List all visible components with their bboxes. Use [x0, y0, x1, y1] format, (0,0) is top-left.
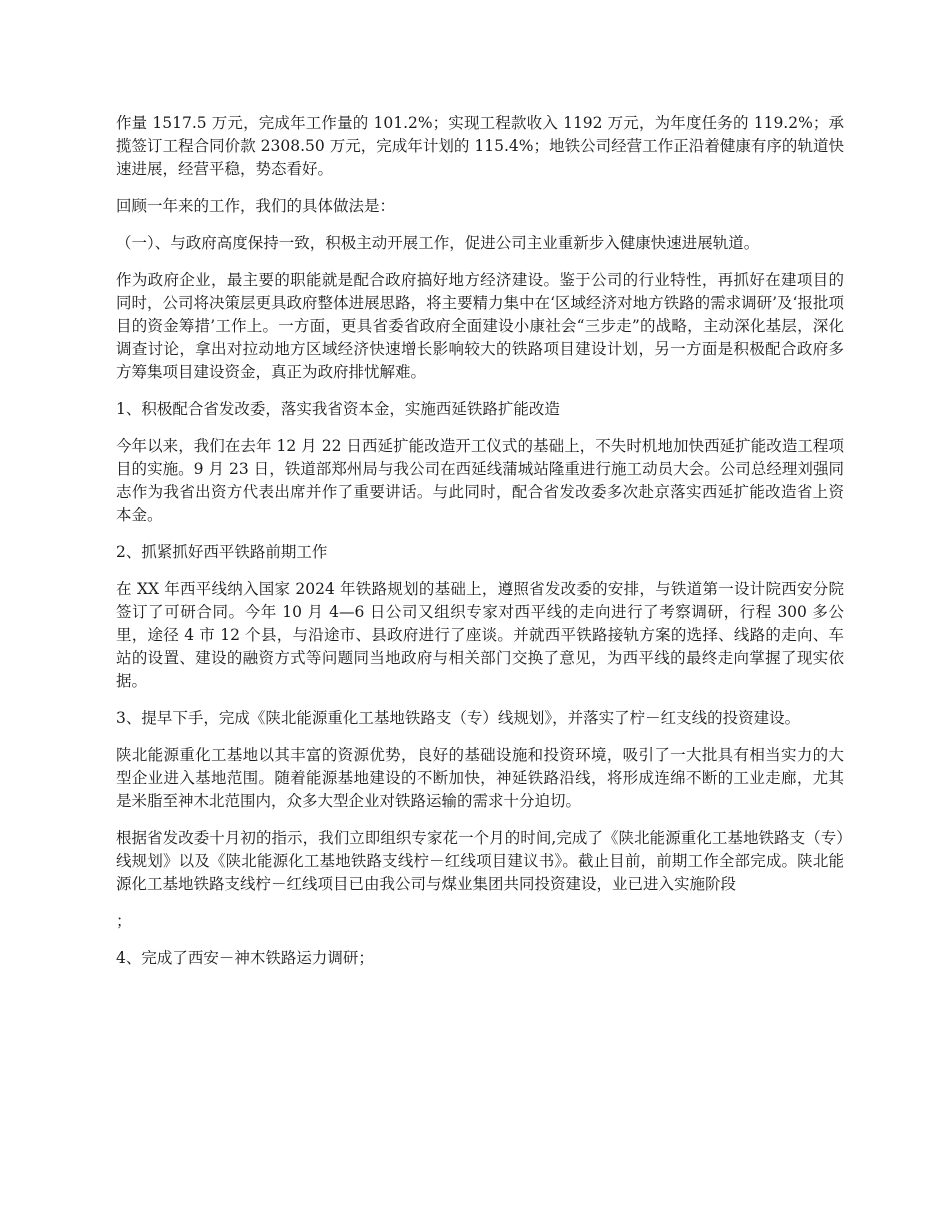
document-body — [116, 112, 844, 984]
paragraph-xiyan-upgrade: 今年以来，我们在去年 12 月 22 日西延扩能改造开工仪式的基础上，不失时机地加快西延扩能改造工程项目的实施。9 月 23 日，铁道部郑州局与我公司在西延线蒲城站隆重进行施工动员大会。公司总经理刘强同志作为我省出资方代表出席并作了重要讲话。与此同时，配合省发改委多次赴京落实西延扩能改造省上资本金。 — [116, 437, 844, 524]
paragraph-energy-base: 陕北能源重化工基地以其丰富的资源优势，良好的基础设施和投资环境，吸引了一大批具有相当实力的大型企业进入基地范围。随着能源基地建设的不断加快，神延铁路沿线，将形成连绵不断的工业走廊，尤其是米脂至神木北范围内，众多大型企业对铁路运输的需求十分迫切。 — [116, 746, 844, 810]
paragraph-government-role: 作为政府企业，最主要的职能就是配合政府搞好地方经济建设。鉴于公司的行业特性，再抓好在建项目的同时，公司将决策层更具政府整体进展思路，将主要精力集中在‘区域经济对地方铁路的需求调研’及‘报批项目的资金筹措’工作上。一方面，更具省委省政府全面建设小康社会“三步走”的战略，主动深化基层，深化调查讨论，拿出对拉动地方区域经济快速增长影响较大的铁路项目建设计划，另一方面是积极配合政府多方筹集项目建设资金，真正为政府排忧解难。 — [116, 271, 844, 381]
paragraph-semicolon: ； — [116, 912, 132, 930]
paragraph-work-summary: 作量 1517.5 万元，完成年工作量的 101.2%；实现工程款收入 1192 万元，为年度任务的 119.2%；承揽签订工程合同价款 2308.50 万元，完成年计划的 115.4%；地铁公司经营工作正沿着健康有序的轨道快速进展，经营平稳，势态看好。 — [116, 114, 844, 178]
item-heading-4: 4、完成了西安－神木铁路运力调研； — [116, 949, 374, 967]
item-heading-1: 1、积极配合省发改委，落实我省资本金，实施西延铁路扩能改造 — [116, 400, 560, 418]
item-heading-2: 2、抓紧抓好西平铁路前期工作 — [116, 543, 328, 561]
paragraph-xiping-railway: 在 XX 年西平线纳入国家 2024 年铁路规划的基础上，遵照省发改委的安排，与铁道第一设计院西安分院签订了可研合同。今年 10 月 4—6 日公司又组织专家对西平线的走向进行了考察调研，行程 300 多公里，途径 4 市 12 个县，与沿途市、县政府进行了座谈。并就西平铁路接轨方案的选择、线路的走向、车站的设置、建设的融资方式等问题同当地政府与相关部门交换了意见，为西平线的最终走向掌握了现实依据。 — [116, 580, 844, 690]
paragraph-planning-completed: 根据省发改委十月初的指示，我们立即组织专家花一个月的时间,完成了《陕北能源重化工基地铁路支（专）线规划》以及《陕北能源化工基地铁路支线柠－红线项目建议书》。截止目前，前期工作全部完成。陕北能源化工基地铁路支线柠－红线项目已由我公司与煤业集团共同投资建设，业已进入实施阶段 — [116, 829, 844, 893]
section-heading-1: （一）、与政府高度保持一致，积极主动开展工作，促进公司主业重新步入健康快速进展轨道。 — [116, 234, 760, 252]
item-heading-3: 3、提早下手，完成《陕北能源重化工基地铁路支（专）线规划》，并落实了柠－红支线的投资建设。 — [116, 709, 801, 727]
paragraph-review-intro: 回顾一年来的工作，我们的具体做法是： — [116, 197, 396, 215]
